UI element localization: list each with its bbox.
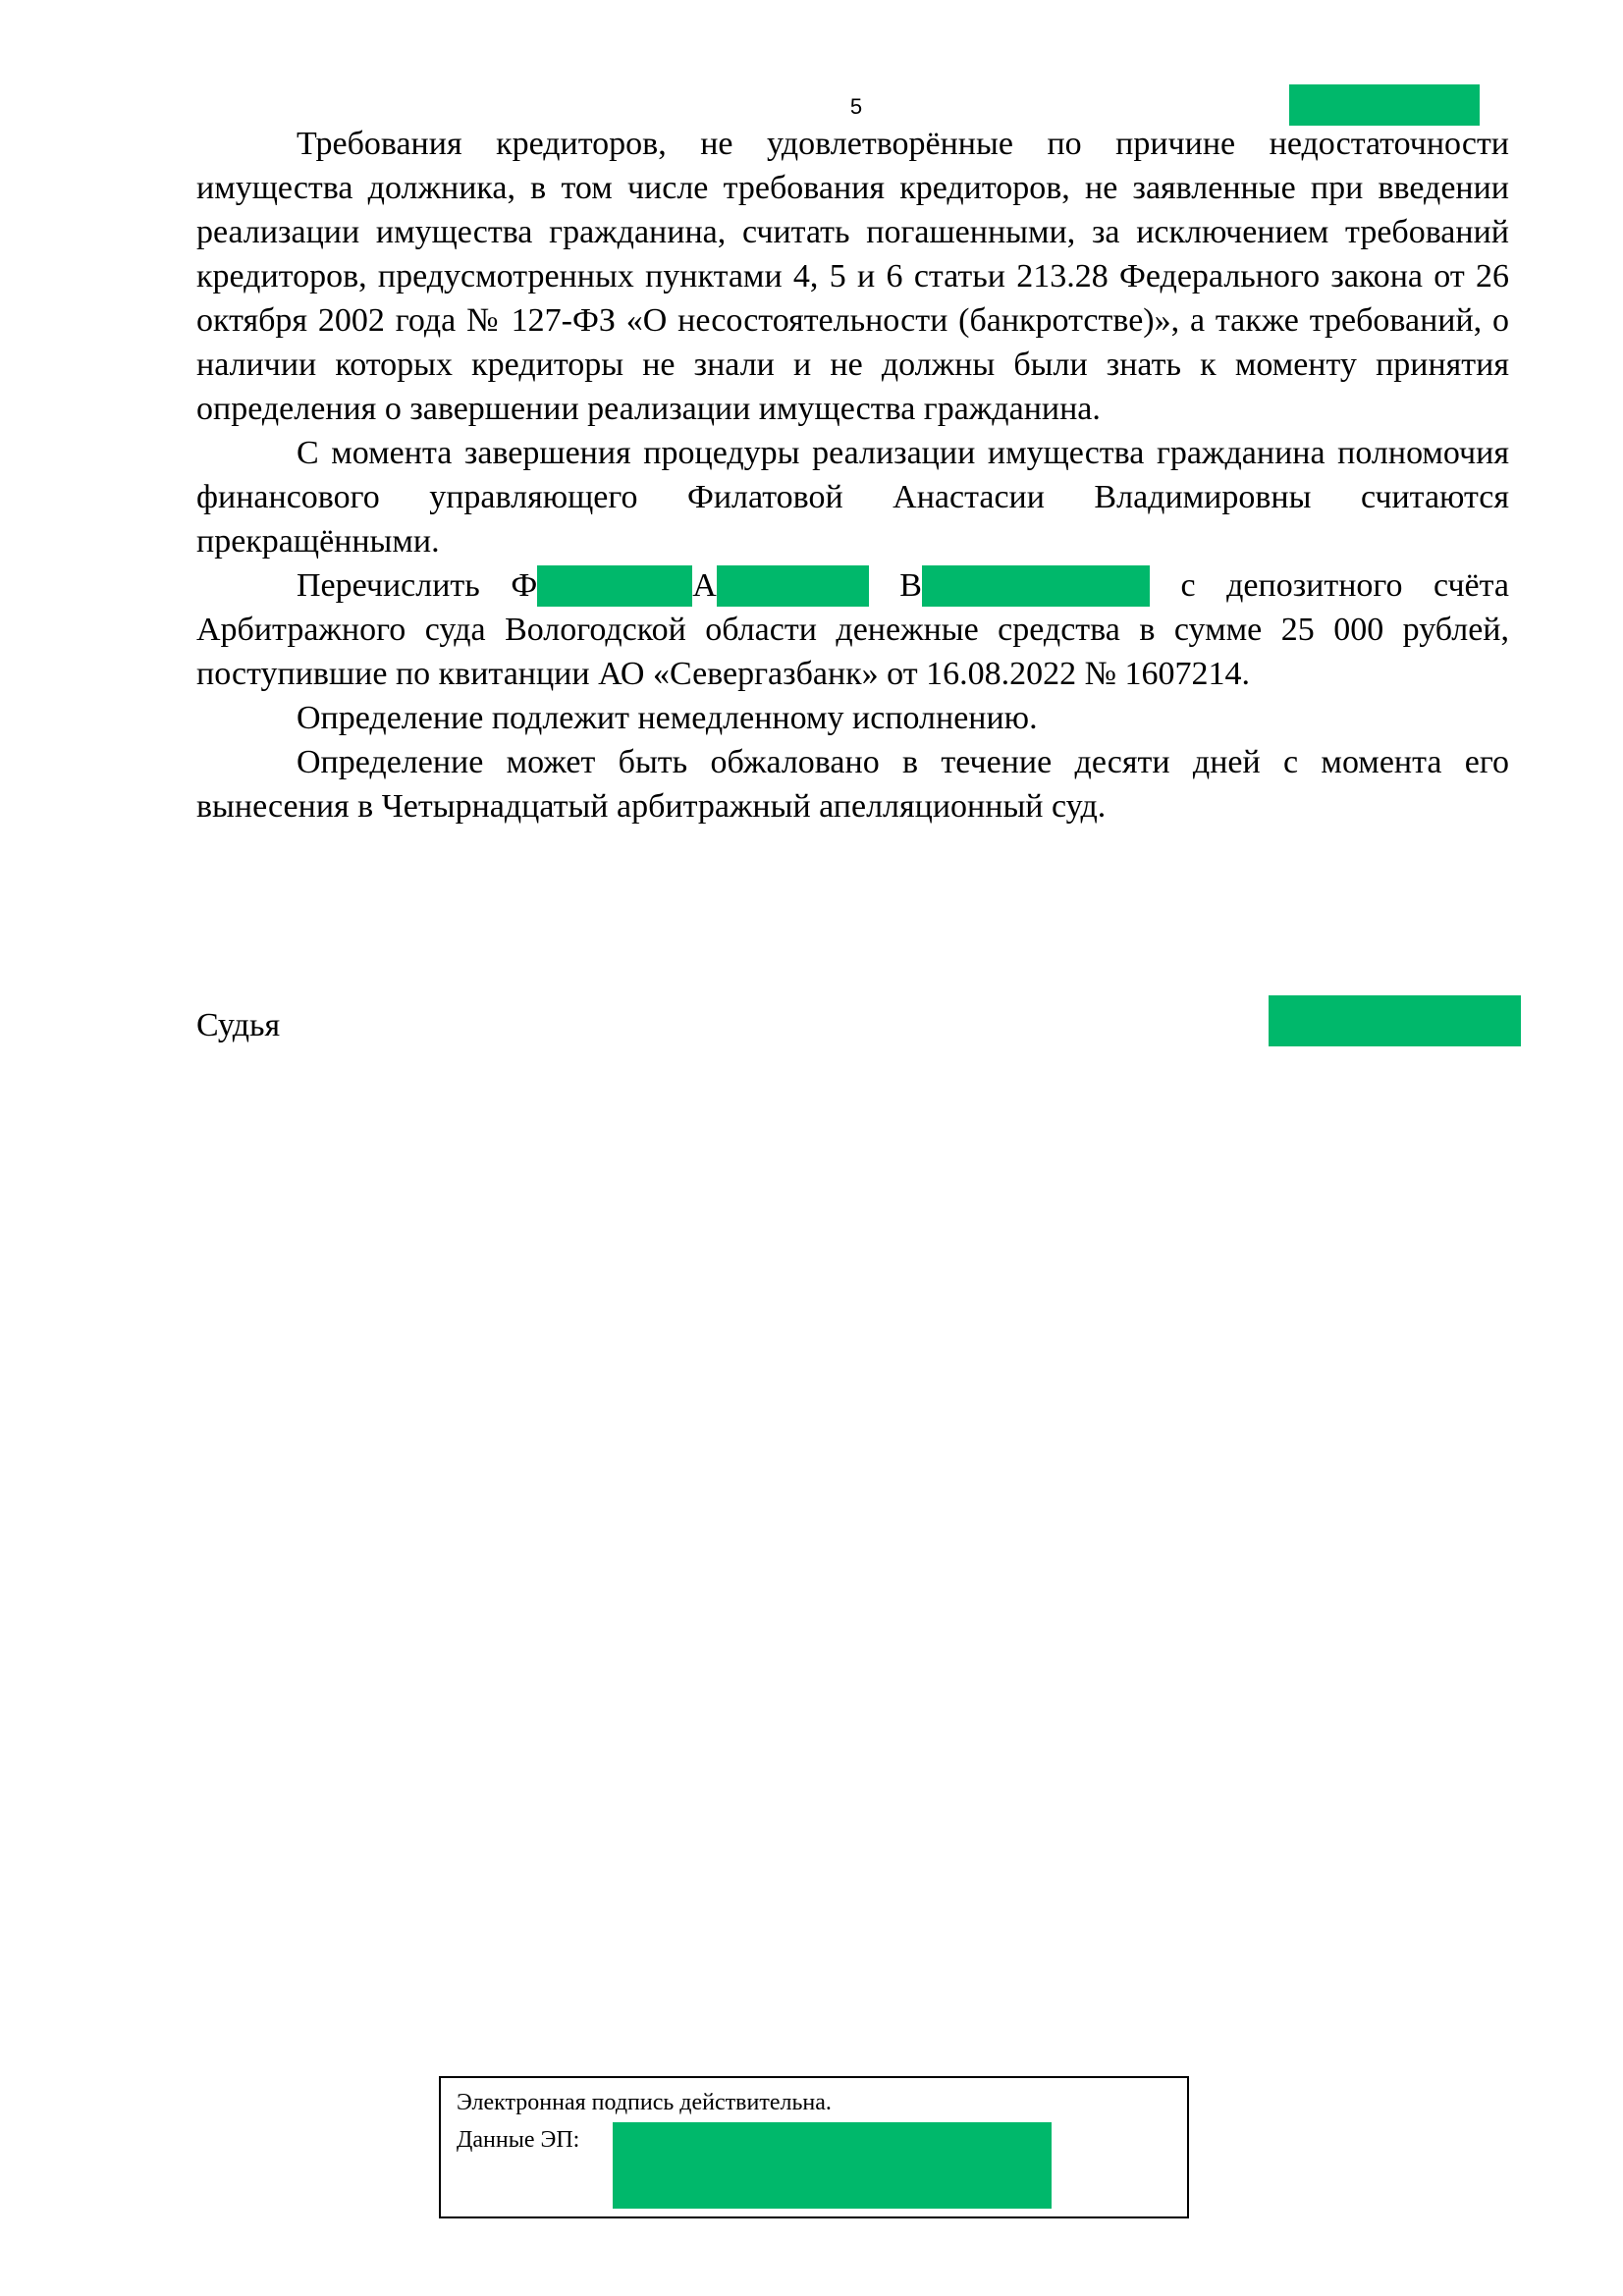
- signature-box: [439, 2076, 1189, 2218]
- transfer-prefix: Перечислить Ф: [297, 567, 538, 604]
- transfer-letter-b: В: [899, 567, 922, 604]
- paragraph-powers: С момента завершения процедуры реализации имущества гражданина полномочия финансового управляющего Филатовой Анастасии Владимировны считаются прекращёнными.: [196, 435, 1509, 560]
- transfer-rest: с депозитного счёта Арбитражного суда Вологодской области денежные средства в сумме 25 000 рублей, поступившие по квитанции АО «Севергазбанк» от 16.08.2022 № 1607214.: [196, 567, 1509, 692]
- paragraph-claims: Требования кредиторов, не удовлетворённые по причине недостаточности имущества должника, в том числе требования кредиторов, не заявленные при введении реализации имущества гражданина, считать погашенными, за исключением требований кредиторов, предусмотренных пунктами 4, 5 и 6 статьи 213.28 Федерального закона от 26 октября 2002 года № 127-ФЗ «О несостоятельности (банкротстве)», а также требований, о наличии которых кредиторы не знали и не должны были знать к моменту принятия определения о завершении реализации имущества гражданина.: [196, 126, 1509, 427]
- page-number: 5: [849, 94, 863, 119]
- judge-label: Судья: [196, 1007, 281, 1043]
- redaction-block: [1289, 84, 1480, 126]
- paragraph-appeal: Определение может быть обжаловано в течение десяти дней с момента его вынесения в Четырнадцатый арбитражный апелляционный суд.: [196, 744, 1509, 825]
- document-body: [196, 122, 1509, 828]
- transfer-letter-a: А: [692, 567, 717, 604]
- signature-data-label: Данные ЭП:: [457, 2127, 580, 2153]
- redaction-surname: [537, 565, 692, 607]
- paragraph-transfer: [196, 563, 1509, 696]
- signature-data-redaction: [613, 2122, 1052, 2209]
- judge-name-redaction: [1269, 995, 1521, 1046]
- redaction-patronymic: [922, 565, 1150, 607]
- redaction-name: [717, 565, 869, 607]
- signature-valid-text: Электронная подпись действительна.: [457, 2090, 832, 2115]
- paragraph-execution: Определение подлежит немедленному исполнению.: [297, 700, 1038, 736]
